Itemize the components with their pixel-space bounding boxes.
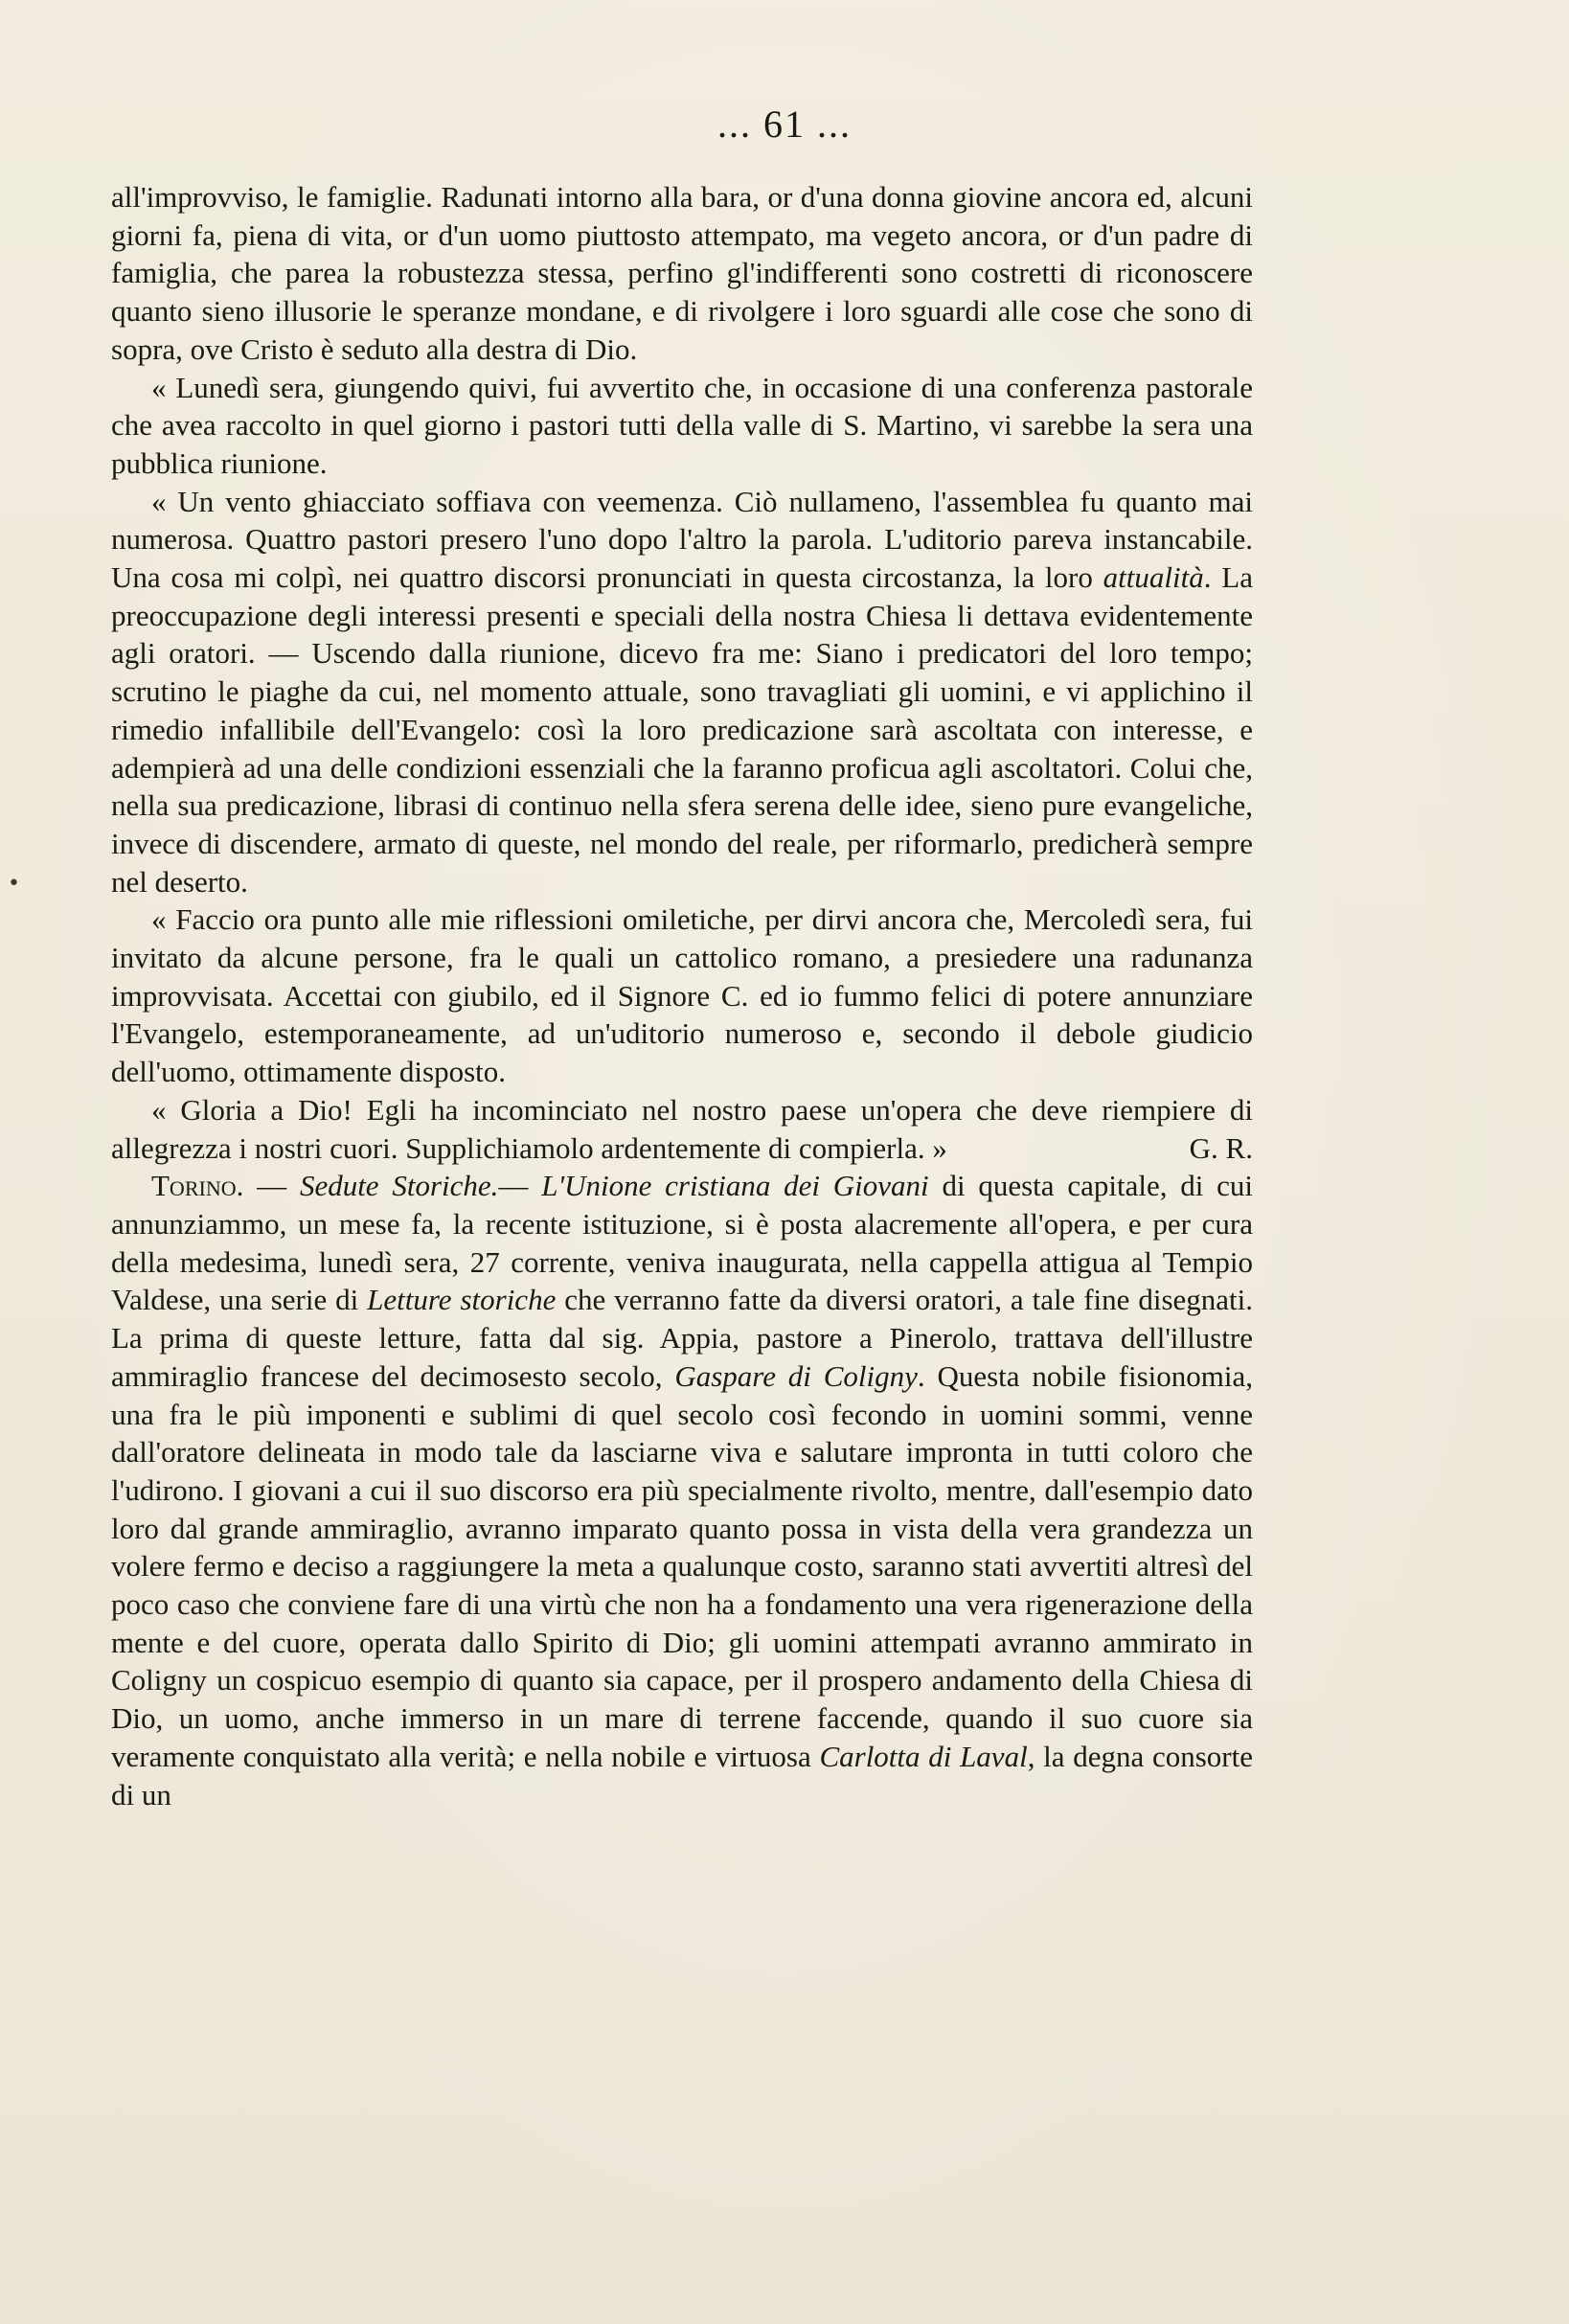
emphasis-attualita: attualità	[1103, 560, 1204, 595]
dash: —	[243, 1169, 300, 1203]
body-text	[111, 178, 1253, 1813]
name-laval: Carlotta di Laval	[819, 1739, 1028, 1773]
paragraph-torino	[111, 1167, 1253, 1813]
paragraph-4: « Faccio ora punto alle mie riflessioni omiletiche, per dirvi ancora che, Mercoledì sera, fui invitato da alcune persone, fra le quali un cattolico romano, a presiedere una radunanza improvvisata. Accettai con giubilo, ed il Signore C. ed io fummo felici di potere annunziare l'Evangelo, estemporaneamente, ad un'uditorio numeroso e, secondo il debole giudicio dell'uomo, ottimamente disposto.	[111, 902, 1253, 1089]
torino-text-1: di questa capitale, di cui annunziammo, un mese fa, la recente istituzione, si è posta alacremente all'opera, e per cura della medesima, lunedì sera, 27 corrente, veniva inaugurata, nella cappella attigua al Tempio Valdese, una serie di	[111, 1169, 1254, 1317]
page-number: ... 61 ...	[717, 103, 852, 146]
paragraph-3-part-a: « Un vento ghiacciato soffiava con veemenza. Ciò nullameno, l'assemblea fu quanto mai numerosa. Quattro pastori presero l'uno dopo l'altro la parola. L'uditorio pareva instancabile. Una cosa mi colpì, nei quattro discorsi pronunciati in questa circostanza, la loro	[111, 484, 1253, 595]
paragraph-1: all'improvviso, le famiglie. Radunati intorno alla bara, or d'una donna giovine ancora ed, alcuni giorni fa, piena di vita, or d'un uomo piuttosto attempato, ma vegeto ancora, or d'un padre di famiglia, che parea la robustezza stessa, perfino gl'indifferenti sono costretti di riconoscere quanto sieno illusorie le speranze mondane, e di rivolgere i loro sguardi alle cose che sono di sopra, ove Cristo è seduto alla destra di Dio.	[111, 180, 1253, 366]
torino-text-4: , la degna consorte di un	[111, 1739, 1253, 1811]
paragraph-3-part-b: . La preoccupazione degli interessi presenti e speciali della nostra Chiesa li dettava evidentemente agli oratori. — Uscendo dalla riunione, dicevo fra me: Siano i predicatori del loro tempo; scrutino le piaghe da cui, nel momento attuale, sono travagliati gli uomini, e vi applichino il rimedio infallibile dell'Evangelo: così la loro predicazione sarà ascoltata con interesse, e adempierà ad una delle condizioni essenziali che la faranno proficua agli ascoltatori. Colui che, nella sua predicazione, librasi di continuo nella sfera serena delle idee, sieno pure evangeliche, invece di discendere, armato di queste, nel mondo del reale, per riformarlo, predicherà sempre nel deserto.	[111, 560, 1253, 899]
place-torino: Torino.	[151, 1169, 244, 1203]
paragraph-3	[111, 483, 1253, 901]
paragraph-5	[111, 1091, 1253, 1167]
margin-mark: •	[8, 872, 20, 896]
section-title: Sedute Storiche.	[299, 1169, 499, 1203]
paragraph-2: « Lunedì sera, giungendo quivi, fui avvertito che, in occasione di una conferenza pastorale che avea raccolto in quel giorno i pastori tutti della valle di S. Martino, vi sarebbe la sera una pubblica riunione.	[111, 370, 1253, 480]
signature: G. R.	[1189, 1130, 1253, 1165]
torino-text-2: che verranno fatte da diversi oratori, a tale fine disegnati. La prima di queste letture, fatta dal sig. Appia, pastore a Pinerolo, trattava dell'illustre ammiraglio francese del decimosesto secolo,	[111, 1283, 1253, 1393]
name-coligny: Gaspare di Coligny	[674, 1358, 918, 1393]
torino-text-3: . Questa nobile fisionomia, una fra le più imponenti e sublimi di quel secolo così fecondo in uomini sommi, venne dall'oratore delineata in modo tale da lasciarne viva e salutare impronta in tutti coloro che l'udirono. I giovani a cui il suo discorso era più specialmente rivolto, mentre, dall'esempio dato loro dal grande ammiraglio, avranno imparato quanto possa in vista della vera grandezza un volere fermo e deciso a raggiungere la meta a qualunque costo, saranno stati avvertiti altresì del poco caso che conviene fare di una virtù che non ha a fondamento una vera rigenerazione della mente e del cuore, operata dallo Spirito di Dio; gli uomini attempati avranno ammirato in Coligny un cospicuo esempio di quanto sia capace, per il prospero andamento della Chiesa di Dio, un uomo, anche immerso in un mare di terrene faccende, quando il suo cuore sia veramente conquistato alla verità; e nella nobile e virtuosa	[111, 1358, 1254, 1773]
paragraph-5-text: « Gloria a Dio! Egli ha incominciato nel nostro paese un'opera che deve riempiere di allegrezza i nostri cuori. Supplichiamolo ardentemente di compierla. »	[111, 1092, 1253, 1165]
organization-name: L'Unione cristiana dei Giovani	[541, 1169, 929, 1203]
dash: —	[498, 1169, 542, 1203]
series-name: Letture storiche	[367, 1283, 557, 1317]
